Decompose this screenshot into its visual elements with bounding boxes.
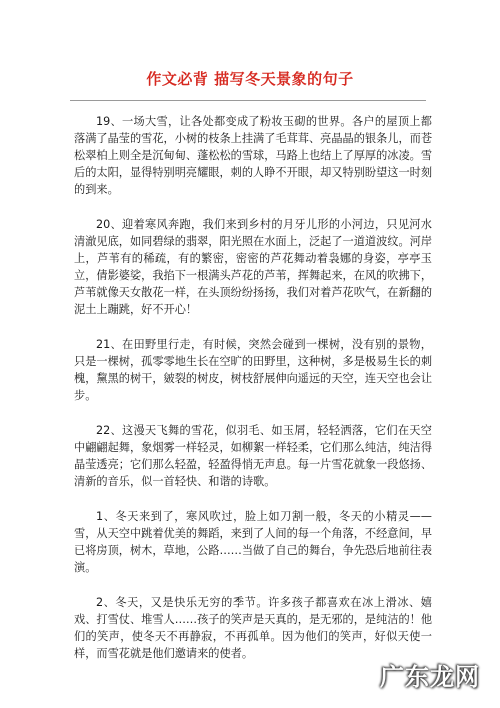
title-divider	[70, 100, 426, 101]
paragraph-1: 1、冬天来到了，寒风吹过，脸上如刀割一般，冬天的小精灵——雪，从天空中跳着优美的舞蹈，来到了人间的每一个角落，不经意间，早已将房顶，树木，草地，公路……当做了自己的舞台，争先恐后地前往表演。	[74, 510, 433, 574]
document-title: 作文必背 描写冬天景象的句子	[146, 70, 354, 88]
paragraph-2: 2、冬天，又是快乐无穷的季节。许多孩子都喜欢在冰上滑冰、嬉戏、打雪仗、堆雪人……孩子的笑声是天真的，是无邪的，是纯洁的！他们的笑声，使冬天不再静寂，不再孤单。因为他们的笑声，好似天使一样，而雪花就是他们邀请来的使者。	[74, 596, 433, 660]
paragraph-19: 19、一场大雪，让各处都变成了粉妆玉砌的世界。各户的屋顶上都落满了晶莹的雪花，小树的枝条上挂满了毛茸茸、亮晶晶的银条儿，而苍松翠柏上则全是沉甸甸、蓬松松的雪球，马路上也结上了厚厚的冰凌。雪后的太阳，显得特别明亮耀眼，刺的人睁不开眼，却又特别盼望这一时刻的到来。	[74, 115, 433, 196]
article-body	[74, 113, 432, 680]
paragraph-22: 22、这漫天飞舞的雪花，似羽毛、如玉屑，轻轻洒落，它们在天空中翩翩起舞，象烟雾一样轻灵，如柳絮一样轻柔，它们那么纯洁，纯洁得晶莹透亮；它们那么轻盈，轻盈得悄无声息。每一片雪花就象一段悠扬、清新的音乐，似一首轻快、和谐的诗歌。	[74, 424, 433, 488]
paragraph-20: 20、迎着寒风奔跑，我们来到乡村的月牙儿形的小河边，只见河水清澈见底，如同碧绿的翡翠，阳光照在水面上，泛起了一道道波纹。河岸上，芦苇有的稀疏，有的繁密，密密的芦花舞动着袅娜的身姿，亭亭玉立，倩影婆娑，我掐下一根满头芦花的芦苇，挥舞起来，在风的吹拂下，芦苇就像天女散花一样，在头顶纷纷扬扬，我们对着芦花吹气，在新翻的泥土上蹦跳，好不开心！	[74, 218, 433, 316]
paragraph-21: 21、在田野里行走，有时候，突然会碰到一棵树，没有别的景物，只是一棵树，孤零零地生长在空旷的田野里，这种树，多是极易生长的刺槐，黧黑的树干，皴裂的树皮，树枝舒展伸向遥远的天空，连天空也会让步。	[74, 338, 433, 402]
site-watermark: 广东龙网	[380, 663, 480, 691]
